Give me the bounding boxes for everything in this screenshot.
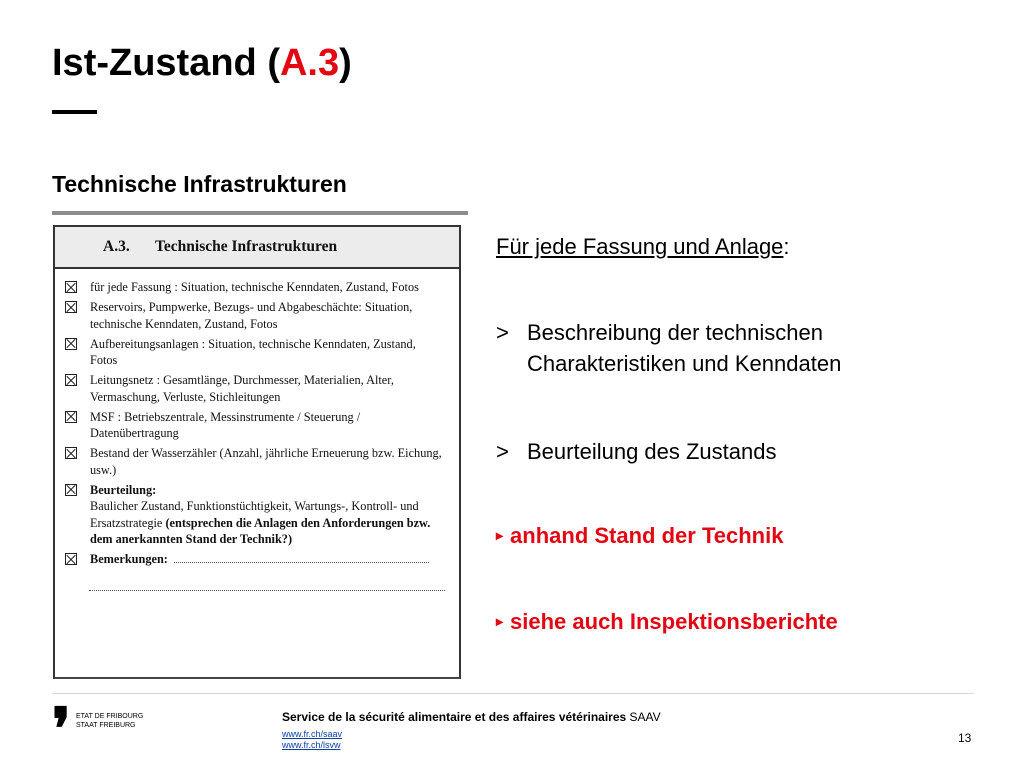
scan-row-remarks <box>90 551 445 568</box>
service-abbr: SAAV <box>629 710 661 724</box>
checked-box-icon <box>65 374 77 386</box>
bullet-text-line1: Beurteilung des Zustands <box>527 439 777 464</box>
scan-row-text: Reservoirs, Pumpwerke, Bezugs- und Abgabeschächte: Situation, technische Kenndaten, Zustand, Fotos <box>90 300 413 331</box>
title-dash <box>52 110 97 114</box>
scan-row-lead: Bemerkungen: <box>90 552 168 566</box>
page-title <box>52 40 352 86</box>
scan-row-strong: (entsprechen die Anlagen den Anforderungen bzw. dem anerkannten Stand der Technik?) <box>90 515 431 546</box>
scan-row-text: für jede Fassung : Situation, technische Kenndaten, Zustand, Fotos <box>90 280 419 294</box>
highlight-text: anhand Stand der Technik <box>510 523 784 548</box>
intro-line <box>496 232 790 262</box>
logo-line-2: STAAT FREIBURG <box>76 722 136 729</box>
link-lsvw[interactable]: www.fr.ch/lsvw <box>282 740 341 750</box>
title-main: Ist-Zustand ( <box>52 42 280 84</box>
link-saav[interactable]: www.fr.ch/saav <box>282 729 343 739</box>
dotted-fill-line <box>174 552 429 563</box>
scan-row-lead: Beurteilung: <box>90 482 157 497</box>
footer-rule <box>52 693 974 694</box>
scan-row <box>55 409 459 442</box>
scan-row <box>55 372 459 405</box>
scan-row-text: Bestand der Wasserzähler (Anzahl, jährliche Erneuerung bzw. Eichung, usw.) <box>90 446 442 477</box>
scan-row-text: Leitungsnetz : Gesamtlänge, Durchmesser, Materialien, Alter, Vermaschung, Verluste, Stichleitungen <box>90 373 394 404</box>
title-end: ) <box>339 42 352 84</box>
checked-box-icon <box>65 411 77 423</box>
checked-box-icon <box>65 484 77 496</box>
checked-box-icon <box>65 301 77 313</box>
triangle-icon: ▸ <box>496 527 504 543</box>
intro-colon: : <box>783 234 790 259</box>
highlight-text: siehe auch Inspektionsberichte <box>510 609 838 634</box>
scan-header-title: Technische Infrastrukturen <box>155 238 338 255</box>
checked-box-icon <box>65 281 77 293</box>
scan-row <box>55 551 459 568</box>
triangle-icon: ▸ <box>496 613 504 629</box>
scan-row-text: MSF : Betriebszentrale, Messinstrumente / Steuerung / Datenübertragung <box>90 409 361 440</box>
fribourg-logo-icon: ❜ <box>52 697 71 762</box>
highlight-item <box>496 607 838 639</box>
page-number: 13 <box>958 731 972 745</box>
scan-row <box>55 279 459 296</box>
bullet-text-line1: Beschreibung der technischen <box>527 320 823 345</box>
checked-box-icon <box>65 338 77 350</box>
scan-header <box>55 225 459 269</box>
service-full-name: Service de la sécurité alimentaire et des affaires vétérinaires <box>282 710 627 724</box>
scan-row <box>55 445 459 478</box>
highlight-item <box>496 521 783 553</box>
scan-row <box>55 299 459 332</box>
scan-rows <box>55 269 459 591</box>
title-accent: A.3 <box>279 42 340 84</box>
service-name <box>282 709 661 725</box>
dotted-fill-line <box>89 578 445 591</box>
bullet-marker: > <box>496 439 509 464</box>
checked-box-icon <box>65 447 77 459</box>
intro-underlined: Für jede Fassung und Anlage <box>496 234 784 259</box>
subtitle-rule <box>52 211 468 215</box>
scan-row-assessment <box>90 482 445 548</box>
bullet-text-line2: Charakteristiken und Kenndaten <box>527 351 842 376</box>
logo-text <box>76 712 143 730</box>
checked-box-icon <box>65 553 77 565</box>
scan-row-text: Baulicher Zustand, Funktionstüchtigkeit, Wartungs-, Kontroll- und Ersatzstrategie <box>90 499 419 530</box>
scan-row <box>55 336 459 369</box>
page-subtitle: Technische Infrastrukturen <box>52 171 347 197</box>
scan-row-text: Aufbereitungsanlagen : Situation, technische Kenndaten, Zustand, Fotos <box>90 336 416 367</box>
scan-header-code: A.3. <box>103 238 130 255</box>
bullet-marker: > <box>496 320 509 345</box>
scanned-form <box>53 225 461 679</box>
scan-row <box>55 482 459 548</box>
logo-line-1: ETAT DE FRIBOURG <box>76 713 144 720</box>
